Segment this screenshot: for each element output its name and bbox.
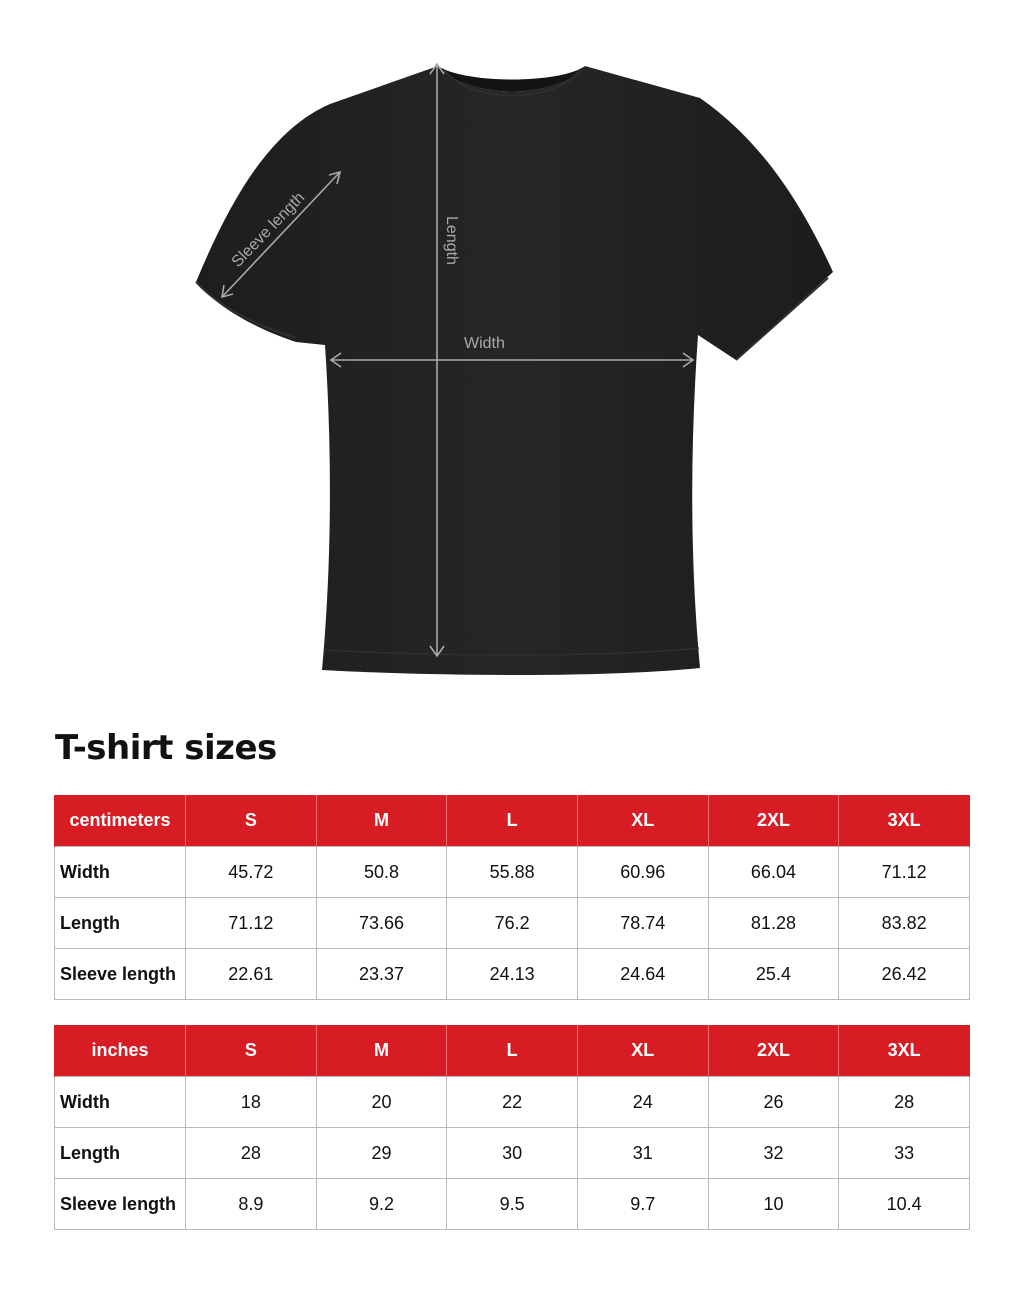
table-cell: 28 xyxy=(839,1077,970,1128)
size-header: XL xyxy=(577,795,708,847)
table-cell: 24 xyxy=(577,1077,708,1128)
table-cell: 71.12 xyxy=(839,847,970,898)
unit-header: centimeters xyxy=(55,795,186,847)
table-cell: 29 xyxy=(316,1128,447,1179)
table-cell: 28 xyxy=(186,1128,317,1179)
size-header: L xyxy=(447,795,578,847)
row-label: Length xyxy=(55,1128,186,1179)
table-cell: 25.4 xyxy=(708,949,839,1000)
row-label: Sleeve length xyxy=(55,949,186,1000)
row-label: Width xyxy=(55,1077,186,1128)
table-cell: 8.9 xyxy=(186,1179,317,1230)
table-cell: 76.2 xyxy=(447,898,578,949)
table-cell: 31 xyxy=(577,1128,708,1179)
table-cell: 22 xyxy=(447,1077,578,1128)
size-table-centimeters xyxy=(54,795,970,1000)
table-cell: 71.12 xyxy=(186,898,317,949)
table-row xyxy=(55,949,970,1000)
size-header: S xyxy=(186,795,317,847)
table-row xyxy=(55,1077,970,1128)
table-cell: 24.13 xyxy=(447,949,578,1000)
table-cell: 81.28 xyxy=(708,898,839,949)
table-cell: 33 xyxy=(839,1128,970,1179)
table-cell: 24.64 xyxy=(577,949,708,1000)
size-header: 3XL xyxy=(839,795,970,847)
unit-header: inches xyxy=(55,1025,186,1077)
table-cell: 50.8 xyxy=(316,847,447,898)
size-header: 3XL xyxy=(839,1025,970,1077)
table-cell: 23.37 xyxy=(316,949,447,1000)
row-label: Width xyxy=(55,847,186,898)
size-header: 2XL xyxy=(708,1025,839,1077)
width-label: Width xyxy=(464,335,505,352)
page-title: T-shirt sizes xyxy=(55,728,277,768)
size-header: M xyxy=(316,795,447,847)
row-label: Sleeve length xyxy=(55,1179,186,1230)
tshirt-shape xyxy=(196,66,833,675)
row-label: Length xyxy=(55,898,186,949)
table-cell: 30 xyxy=(447,1128,578,1179)
size-header: M xyxy=(316,1025,447,1077)
table-cell: 60.96 xyxy=(577,847,708,898)
table-row xyxy=(55,898,970,949)
size-header: 2XL xyxy=(708,795,839,847)
table-cell: 55.88 xyxy=(447,847,578,898)
table-cell: 66.04 xyxy=(708,847,839,898)
size-header: S xyxy=(186,1025,317,1077)
length-label: Length xyxy=(443,216,460,265)
table-cell: 73.66 xyxy=(316,898,447,949)
table-cell: 45.72 xyxy=(186,847,317,898)
size-header: XL xyxy=(577,1025,708,1077)
table-cell: 20 xyxy=(316,1077,447,1128)
table-cell: 78.74 xyxy=(577,898,708,949)
table-row xyxy=(55,1128,970,1179)
table-header-row xyxy=(55,1025,970,1077)
table-header-row xyxy=(55,795,970,847)
sleeve-length-label: Sleeve length xyxy=(228,189,309,271)
table-cell: 18 xyxy=(186,1077,317,1128)
table-cell: 32 xyxy=(708,1128,839,1179)
table-cell: 26 xyxy=(708,1077,839,1128)
table-row xyxy=(55,847,970,898)
table-cell: 9.2 xyxy=(316,1179,447,1230)
table-cell: 22.61 xyxy=(186,949,317,1000)
size-table-inches xyxy=(54,1025,970,1230)
table-cell: 83.82 xyxy=(839,898,970,949)
table-cell: 10.4 xyxy=(839,1179,970,1230)
table-cell: 9.5 xyxy=(447,1179,578,1230)
table-row xyxy=(55,1179,970,1230)
table-cell: 9.7 xyxy=(577,1179,708,1230)
size-header: L xyxy=(447,1025,578,1077)
table-cell: 10 xyxy=(708,1179,839,1230)
table-cell: 26.42 xyxy=(839,949,970,1000)
